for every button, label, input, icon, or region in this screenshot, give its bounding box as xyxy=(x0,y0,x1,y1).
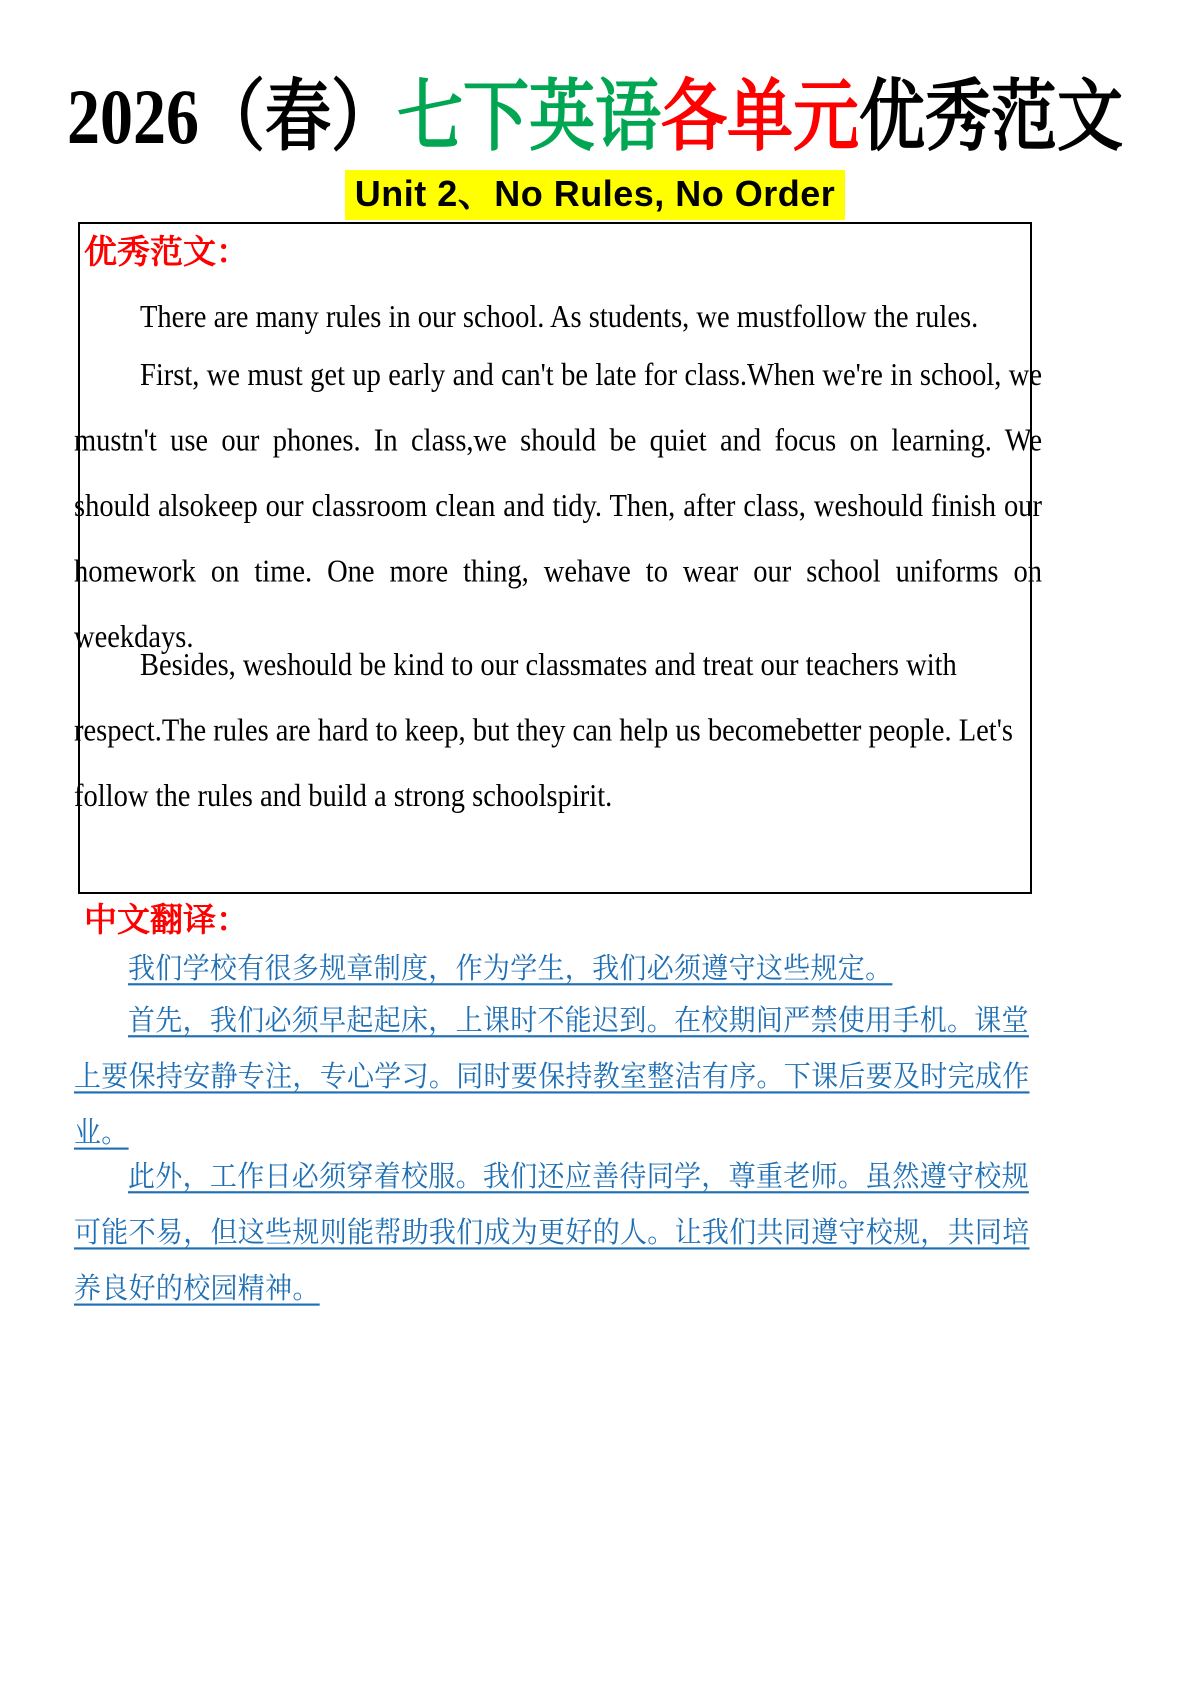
title-part-year: 2026（春） xyxy=(67,74,397,161)
translation-paragraph: 此外，工作日必须穿着校服。我们还应善待同学，尊重老师。虽然遵守校规可能不易，但这些规则能帮助我们成为更好的人。让我们共同遵守校规，共同培养良好的校园精神。 xyxy=(74,1159,1030,1305)
essay-paragraph: First, we must get up early and can't be late for class.When we're in school, we mustn't use our phones. In class,we should be quiet and focus on learning. We should alsokeep our classroom clean and tidy. Then, after class, weshould finish our homework on time. One more thing, wehave to wear our school uniforms on weekdays. xyxy=(74,357,1042,655)
translation-paragraph: 首先，我们必须早起起床，上课时不能迟到。在校期间严禁使用手机。课堂上要保持安静专注，专心学习。同时要保持教室整洁有序。下课后要及时完成作业。 xyxy=(74,1003,1030,1149)
essay-section-heading: 优秀范文： xyxy=(84,233,249,270)
title-part-essays: 优秀范文 xyxy=(859,74,1123,161)
unit-subtitle: Unit 2、No Rules, No Order xyxy=(345,170,846,220)
subtitle-container xyxy=(0,170,1190,220)
essay-body xyxy=(74,285,1042,814)
title-part-subject: 七下英语 xyxy=(397,74,661,161)
essay-paragraph: There are many rules in our school. As students, we mustfollow the rules. xyxy=(140,299,979,335)
translation-body xyxy=(74,940,1039,1304)
translation-section-heading: 中文翻译： xyxy=(84,901,249,938)
translation-paragraph: 我们学校有很多规章制度，作为学生，我们必须遵守这些规定。 xyxy=(128,951,893,985)
page-title xyxy=(0,72,1190,164)
title-part-units: 各单元 xyxy=(661,74,859,161)
essay-paragraph: Besides, weshould be kind to our classmates and treat our teachers with respect.The rules are hard to keep, but they can help us becomebetter people. Let's follow the rules and build a strong schoolspirit. xyxy=(74,647,1013,814)
